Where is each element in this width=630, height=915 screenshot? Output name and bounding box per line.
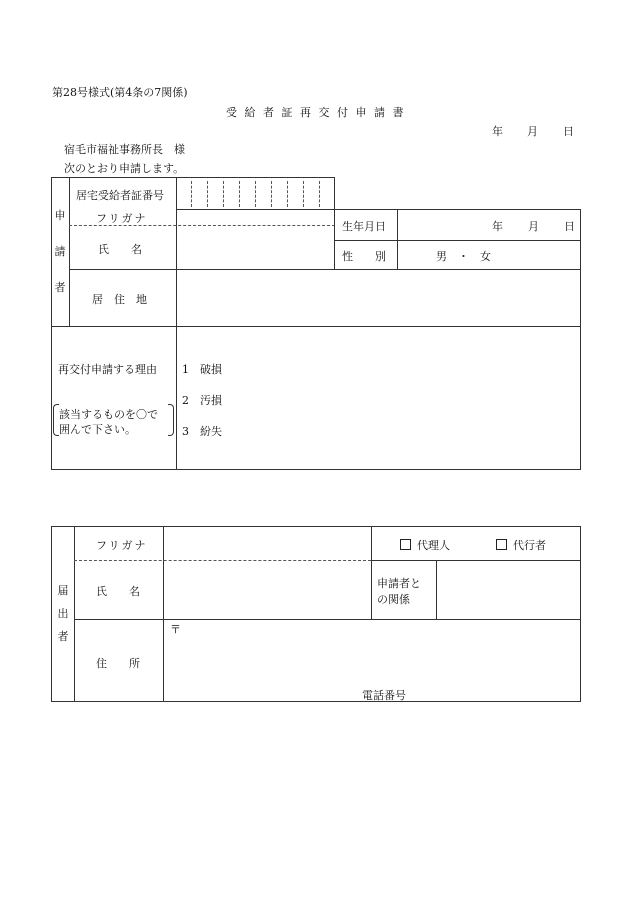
addressee: 宿毛市福祉事務所長 様	[64, 143, 185, 156]
reason-note-line1: 該当するものを〇で	[59, 408, 158, 421]
notifier-furigana-input[interactable]	[165, 528, 369, 558]
gender-options[interactable]: 男 ・ 女	[436, 250, 491, 263]
birth-day: 日	[564, 220, 575, 233]
applicant-address-input[interactable]	[177, 270, 579, 325]
reason-option-stain[interactable]: 2 汚損	[182, 394, 222, 407]
notifier-side-label-1: 届	[57, 584, 69, 597]
checkbox-icon[interactable]	[496, 539, 507, 550]
border-line	[74, 526, 75, 702]
date-year: 年	[492, 125, 503, 138]
border-line	[74, 619, 581, 620]
intro-text: 次のとおり申請します。	[64, 162, 185, 175]
border-line	[334, 240, 581, 241]
relation-input[interactable]	[438, 562, 579, 618]
border-line	[436, 560, 437, 619]
border-line	[51, 469, 581, 470]
document-title: 受 給 者 証 再 交 付 申 請 書	[226, 106, 406, 119]
phone-input[interactable]	[412, 685, 578, 700]
birth-date-label: 生年月日	[342, 220, 386, 233]
applicant-side-label-1: 申	[54, 209, 66, 222]
birth-month: 月	[528, 220, 539, 233]
date-month: 月	[527, 125, 538, 138]
phone-label: 電話番号	[362, 689, 406, 702]
form-number: 第28号様式(第4条の7関係)	[52, 86, 188, 99]
postal-mark: 〒	[170, 623, 181, 636]
gender-label: 性 別	[342, 250, 386, 263]
applicant-side-label-2: 請	[54, 245, 66, 258]
border-line	[334, 177, 335, 209]
notifier-address-input[interactable]	[182, 621, 578, 683]
reason-option-lost[interactable]: 3 紛失	[182, 425, 222, 438]
border-line	[51, 177, 335, 178]
reason-option-damage[interactable]: 1 破損	[182, 363, 222, 376]
checkbox-icon[interactable]	[400, 539, 411, 550]
border-line	[371, 560, 581, 561]
relation-label-line2: の関係	[377, 593, 410, 606]
cert-number-label: 居宅受給者証番号	[76, 189, 164, 202]
proxy-checkbox-option[interactable]	[496, 537, 546, 553]
applicant-name-input[interactable]	[177, 226, 333, 268]
applicant-address-label: 居 住 地	[92, 293, 147, 306]
border-line	[334, 209, 335, 269]
border-line	[371, 526, 372, 619]
notifier-name-label: 氏 名	[96, 585, 140, 598]
bracket-right	[168, 404, 174, 436]
reason-label: 再交付申請する理由	[58, 363, 157, 376]
notifier-furigana-label: フリガナ	[96, 539, 148, 552]
border-line	[163, 526, 164, 702]
notifier-side-label-2: 出	[57, 607, 69, 620]
birth-date-input[interactable]	[398, 210, 488, 239]
notifier-address-label: 住 所	[96, 657, 140, 670]
applicant-side-label-3: 者	[54, 281, 66, 294]
border-line	[580, 209, 581, 469]
applicant-furigana-input[interactable]	[177, 210, 333, 224]
birth-year: 年	[492, 220, 503, 233]
applicant-furigana-label: フリガナ	[96, 212, 148, 225]
notifier-name-input[interactable]	[165, 562, 369, 618]
border-line	[51, 326, 581, 327]
agent-checkbox-option[interactable]	[400, 537, 450, 553]
dashed-line	[74, 560, 371, 561]
reason-note-line2: 囲んで下さい。	[59, 423, 136, 436]
agent-option-label: 代理人	[417, 539, 450, 552]
relation-label-line1: 申請者と	[377, 577, 421, 590]
date-day: 日	[563, 125, 574, 138]
notifier-side-label-3: 者	[57, 630, 69, 643]
proxy-option-label: 代行者	[513, 539, 546, 552]
applicant-name-label: 氏 名	[98, 243, 142, 256]
